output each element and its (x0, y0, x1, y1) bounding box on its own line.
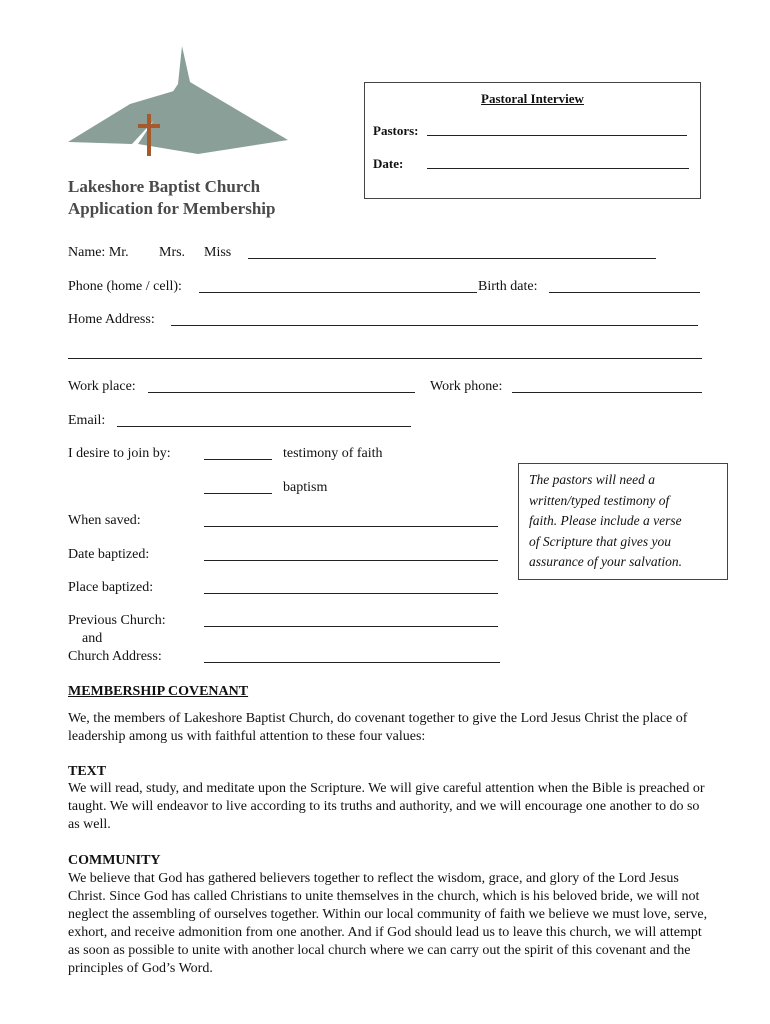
testimony-note-box (518, 463, 728, 580)
testimony-option: testimony of faith (283, 446, 383, 461)
interview-date-field[interactable] (427, 168, 689, 169)
baptism-option: baptism (283, 480, 328, 495)
and-label: and (82, 631, 103, 646)
when-saved-field[interactable] (204, 526, 498, 527)
previous-church-label: Previous Church: (68, 613, 166, 628)
birth-date-field[interactable] (549, 292, 700, 293)
date-baptized-field[interactable] (204, 560, 498, 561)
phone-label: Phone (home / cell): (68, 279, 182, 294)
name-field[interactable] (248, 258, 656, 259)
church-roof-icon (68, 46, 288, 154)
pastors-label: Pastors: (373, 123, 419, 138)
church-address-label: Church Address: (68, 649, 162, 664)
place-baptized-label: Place baptized: (68, 580, 154, 595)
interview-title: Pastoral Interview (481, 91, 584, 106)
testimony-blank[interactable] (204, 459, 272, 460)
section-heading-text: TEXT (68, 764, 107, 779)
pastors-field[interactable] (427, 135, 687, 136)
note-line: faith. Please include a verse (529, 513, 682, 528)
phone-field[interactable] (199, 292, 477, 293)
when-saved-label: When saved: (68, 513, 141, 528)
page-title: Application for Membership (68, 199, 276, 218)
home-address-field[interactable] (171, 325, 698, 326)
birth-date-label: Birth date: (478, 279, 538, 294)
section-body-text: We will read, study, and meditate upon the Scripture. We will give careful attention when the Bible is preached or taught. We will endeavor to live according to its truths and authority, and we will encourage one another to do so as well. (68, 781, 705, 832)
email-label: Email: (68, 413, 106, 428)
note-line: of Scripture that gives you (529, 534, 671, 549)
pastoral-interview-box (364, 82, 701, 199)
work-place-field[interactable] (148, 392, 415, 393)
church-address-field[interactable] (204, 662, 500, 663)
section-heading-community: COMMUNITY (68, 853, 161, 868)
work-phone-label: Work phone: (430, 379, 503, 394)
baptism-blank[interactable] (204, 493, 272, 494)
work-place-label: Work place: (68, 379, 136, 394)
church-logo (66, 44, 290, 160)
note-line: assurance of your salvation. (529, 554, 682, 569)
church-name: Lakeshore Baptist Church (68, 177, 261, 196)
note-line: written/typed testimony of (529, 493, 670, 508)
home-address-field-2[interactable] (68, 358, 702, 359)
join-label: I desire to join by: (68, 446, 171, 461)
covenant-intro: We, the members of Lakeshore Baptist Church, do covenant together to give the Lord Jesus Christ the place of leadership among us with faithful attention to these four values: (68, 711, 688, 744)
covenant-title: MEMBERSHIP COVENANT (68, 684, 249, 699)
miss-option[interactable]: Miss (204, 245, 232, 260)
mrs-option[interactable]: Mrs. (159, 245, 186, 260)
section-body-community: We believe that God has gathered believers together to reflect the wisdom, grace, and glory of the Lord Jesus Christ. Since God has called Christians to unite themselves in the church, which is his beloved bride, we will not neglect the assembling of ourselves together. Within our local community of faith we believe we must love, serve, exhort, and receive admonition from one another. And if God should lead us to leave this church, we will attempt as soon as possible to unite with another local church where we can carry out the spirit of this covenant and the principles of God’s Word. (68, 871, 708, 976)
previous-church-field[interactable] (204, 626, 498, 627)
interview-date-label: Date: (373, 156, 404, 171)
home-address-label: Home Address: (68, 312, 155, 327)
note-line: The pastors will need a (529, 472, 656, 487)
work-phone-field[interactable] (512, 392, 702, 393)
name-label: Name: Mr. (68, 245, 129, 260)
place-baptized-field[interactable] (204, 593, 498, 594)
email-field[interactable] (117, 426, 411, 427)
date-baptized-label: Date baptized: (68, 547, 150, 562)
